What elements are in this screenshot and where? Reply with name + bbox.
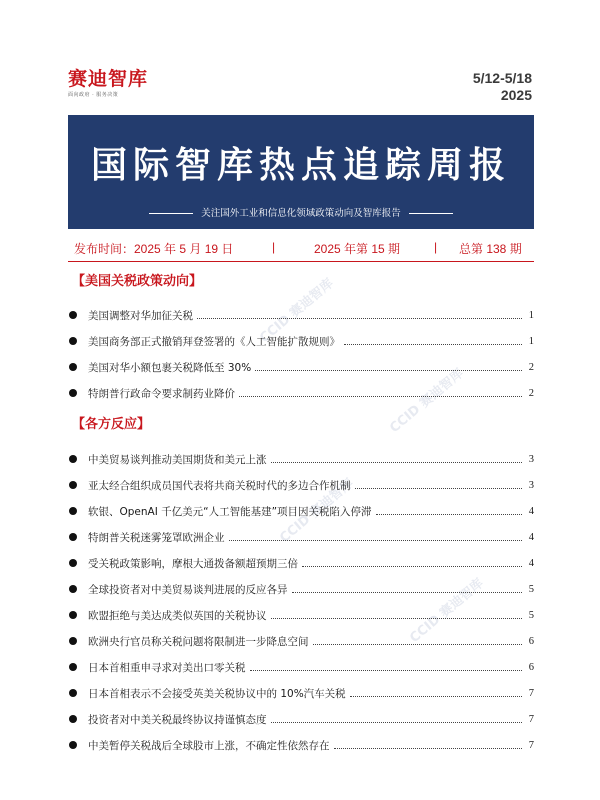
toc-entry[interactable] (68, 446, 534, 472)
toc-entry-title: 中美贸易谈判推动美国期货和美元上涨 (88, 453, 267, 466)
dot-leader (313, 644, 523, 645)
toc-entry-title: 全球投资者对中美贸易谈判进展的反应各异 (88, 583, 288, 596)
toc-entry-title: 日本首相表示不会接受英美关税协议中的 10%汽车关税 (88, 687, 346, 700)
toc-entry[interactable] (68, 628, 534, 654)
toc-page-number: 3 (528, 479, 534, 491)
toc-entry[interactable] (68, 498, 534, 524)
dot-leader (271, 722, 523, 723)
issue-number: 2025 年第 15 期 (314, 242, 401, 256)
toc-page-number: 7 (528, 713, 534, 725)
toc-entry[interactable] (68, 472, 534, 498)
banner-subtitle: 关注国外工业和信息化领域政策动向及智库报告 (201, 208, 401, 219)
toc-page-number: 2 (528, 387, 534, 399)
toc-entry-title: 欧盟拒绝与美达成类似英国的关税协议 (88, 609, 267, 622)
dot-leader (250, 670, 523, 671)
dot-leader (376, 514, 522, 515)
toc-entry-title: 特朗普关税迷雾笼罩欧洲企业 (88, 531, 225, 544)
toc-entry[interactable] (68, 680, 534, 706)
toc-page-number: 4 (528, 505, 534, 517)
toc-entry[interactable] (68, 328, 534, 354)
toc-entry-title: 亚太经合组织成员国代表将共商关税时代的多边合作机制 (88, 479, 351, 492)
bullet-icon (69, 689, 77, 697)
toc-entry-title: 投资者对中美关税最终协议持谨慎态度 (88, 713, 267, 726)
section-title: 【各方反应】 (72, 417, 151, 432)
bullet-icon (69, 663, 77, 671)
logo-name: 赛迪智库 (68, 68, 149, 90)
dot-leader (334, 748, 523, 749)
toc-page-number: 1 (528, 309, 534, 321)
toc-page-number: 4 (528, 531, 534, 543)
dot-leader (355, 488, 523, 489)
toc-entry-title: 受关税政策影响，摩根大通拨备额超预期三倍 (88, 557, 298, 570)
bullet-icon (69, 363, 77, 371)
toc-page-number: 4 (528, 557, 534, 569)
toc-entry[interactable] (68, 654, 534, 680)
banner-subtitle-row (68, 205, 534, 219)
toc-page-number: 7 (528, 739, 534, 751)
dot-leader (292, 592, 523, 593)
toc-page-number: 7 (528, 687, 534, 699)
toc-entry[interactable] (68, 354, 534, 380)
toc-entry-title: 美国商务部正式撤销拜登签署的《人工智能扩散规则》 (88, 335, 340, 348)
toc-list (68, 302, 534, 406)
toc-entry-title: 美国调整对华加征关税 (88, 309, 193, 322)
header-rule (68, 261, 534, 262)
dot-leader (239, 396, 522, 397)
bullet-icon (69, 481, 77, 489)
publication-info (74, 240, 532, 258)
bullet-icon (69, 507, 77, 515)
toc-entry[interactable] (68, 602, 534, 628)
toc-page-number: 5 (528, 609, 534, 621)
divider-right (409, 213, 453, 214)
toc-entry-title: 美国对华小额包裹关税降低至 30% (88, 361, 252, 374)
toc-entry[interactable] (68, 732, 534, 758)
bullet-icon (69, 389, 77, 397)
logo-tagline: 面向政府 · 服务决策 (68, 92, 119, 98)
title-banner (68, 115, 534, 229)
toc-entry-title: 软银、OpenAI 千亿美元“人工智能基建”项目因关税陷入停滞 (88, 505, 372, 518)
watermark: CCID 赛迪智库 (257, 275, 337, 347)
dot-leader (350, 696, 522, 697)
bullet-icon (69, 533, 77, 541)
toc-list (68, 446, 534, 758)
dot-leader (229, 540, 523, 541)
toc-page-number: 6 (528, 661, 534, 673)
toc-entry[interactable] (68, 550, 534, 576)
toc-entry[interactable] (68, 302, 534, 328)
toc-entry-title: 欧洲央行官员称关税问题将限制进一步降息空间 (88, 635, 309, 648)
toc-entry-title: 中美暂停关税战后全球股市上涨，不确定性依然存在 (88, 739, 330, 752)
separator: | (434, 240, 438, 254)
toc-page-number: 2 (528, 361, 534, 373)
toc-entry-title: 特朗普行政命令要求制药业降价 (88, 387, 235, 400)
toc-page-number: 1 (528, 335, 534, 347)
logo (68, 68, 148, 98)
bullet-icon (69, 337, 77, 345)
banner-title: 国际智库热点追踪周报 (90, 144, 511, 186)
bullet-icon (69, 585, 77, 593)
divider-left (149, 213, 193, 214)
bullet-icon (69, 715, 77, 723)
date-range: 5/12-5/18 (472, 70, 532, 86)
watermark: CCID 赛迪智库 (277, 475, 357, 547)
bullet-icon (69, 311, 77, 319)
dot-leader (271, 462, 523, 463)
bullet-icon (69, 455, 77, 463)
toc-entry[interactable] (68, 524, 534, 550)
total-issue-number: 总第 138 期 (459, 242, 522, 256)
toc-page-number: 3 (528, 453, 534, 465)
bullet-icon (69, 611, 77, 619)
toc-entry[interactable] (68, 706, 534, 732)
toc-page-number: 6 (528, 635, 534, 647)
toc-entry[interactable] (68, 380, 534, 406)
bullet-icon (69, 741, 77, 749)
date-range-block (473, 70, 532, 104)
watermark: CCID 赛迪智库 (387, 365, 467, 437)
dot-leader (271, 618, 523, 619)
section-title: 【美国关税政策动向】 (72, 274, 203, 289)
toc-page-number: 5 (528, 583, 534, 595)
dot-leader (255, 370, 522, 371)
dot-leader (197, 318, 522, 319)
dot-leader (344, 344, 522, 345)
bullet-icon (69, 637, 77, 645)
publish-date: 发布时间：2025 年 5 月 19 日 (74, 242, 234, 256)
year: 2025 (500, 87, 532, 103)
dot-leader (302, 566, 522, 567)
bullet-icon (69, 559, 77, 567)
toc-entry[interactable] (68, 576, 534, 602)
watermark: CCID 赛迪智库 (407, 575, 487, 647)
toc-entry-title: 日本首相重申寻求对美出口零关税 (88, 661, 246, 674)
separator: | (272, 240, 276, 254)
